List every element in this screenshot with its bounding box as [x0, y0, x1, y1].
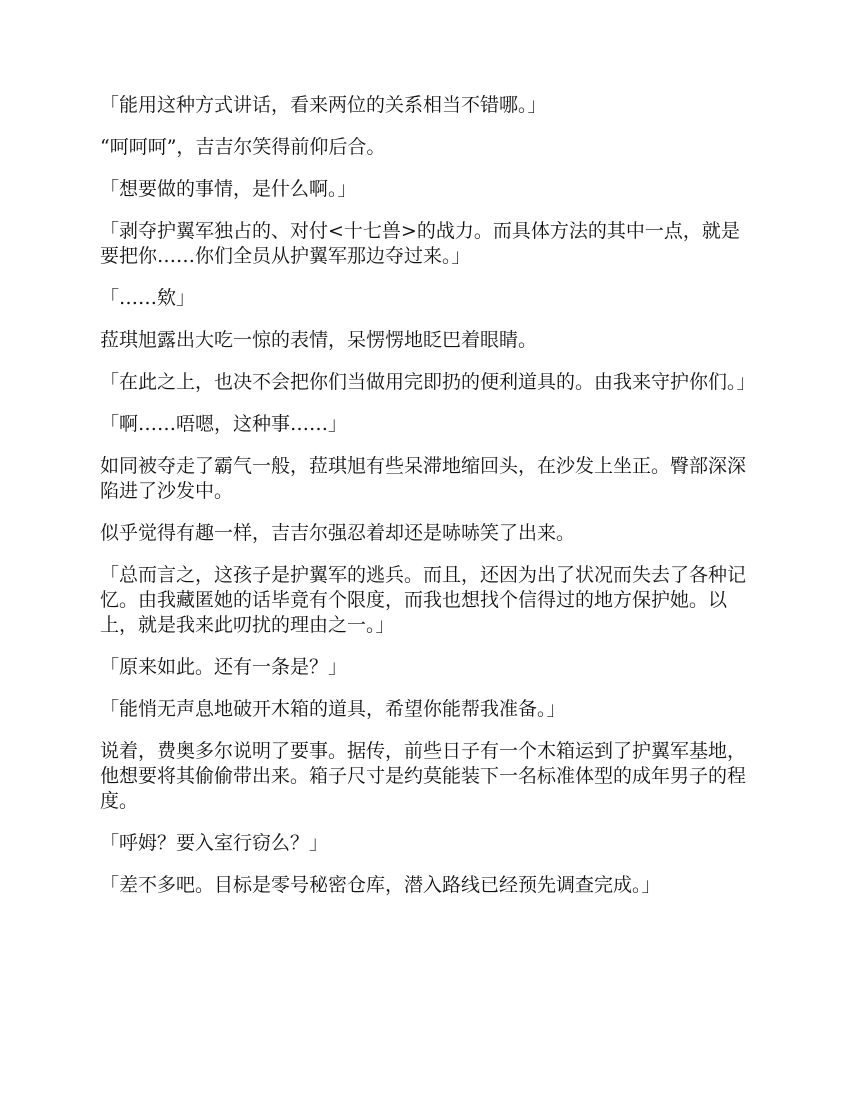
paragraph: 「能悄无声息地破开木箱的道具，希望你能帮我准备。」 — [100, 698, 566, 720]
paragraph: 「总而言之，这孩子是护翼军的逃兵。而且，还因为出了状况而失去了各种记忆。由我藏匿她的话毕竟有个限度，而我也想找个信得过的地方保护她。以上，就是我来此叨扰的理由之一。」 — [100, 564, 747, 636]
paragraph: 菈琪旭露出大吃一惊的表情，呆愣愣地眨巴着眼睛。 — [100, 329, 538, 351]
paragraph: 似乎觉得有趣一样，吉吉尔强忍着却还是哧哧笑了出来。 — [100, 522, 576, 544]
paragraph: 说着，费奥多尔说明了要事。据传，前些日子有一个木箱运到了护翼军基地，他想要将其偷偷带出来。箱子尺寸是约莫能装下一名标准体型的成年男子的程度。 — [100, 740, 747, 812]
paragraph: 「原来如此。还有一条是？」 — [100, 656, 348, 678]
paragraph: 「能用这种方式讲话，看来两位的关系相当不错哪。」 — [100, 94, 547, 116]
paragraph: 「想要做的事情，是什么啊。」 — [100, 178, 357, 200]
paragraph: 「差不多吧。目标是零号秘密仓库，潜入路线已经预先调查完成。」 — [100, 874, 661, 896]
paragraph: 如同被夺走了霸气一般，菈琪旭有些呆滞地缩回头，在沙发上坐正。臀部深深陷进了沙发中。 — [100, 455, 747, 502]
paragraph: 「在此之上，也决不会把你们当做用完即扔的便利道具的。由我来守护你们。」 — [100, 371, 756, 393]
paragraph: 「啊……唔嗯，这种事……」 — [100, 413, 348, 435]
paragraph: 「剥夺护翼军独占的、对付<十七兽>的战力。而具体方法的其中一点，就是要把你……你们全员从护翼军那边夺过来。」 — [100, 220, 740, 267]
document-page — [100, 93, 756, 915]
paragraph: 「呼姆？要入室行窃么？」 — [100, 832, 329, 854]
paragraph: 「……欸」 — [100, 287, 196, 309]
paragraph: “呵呵呵”，吉吉尔笑得前仰后合。 — [100, 136, 386, 158]
